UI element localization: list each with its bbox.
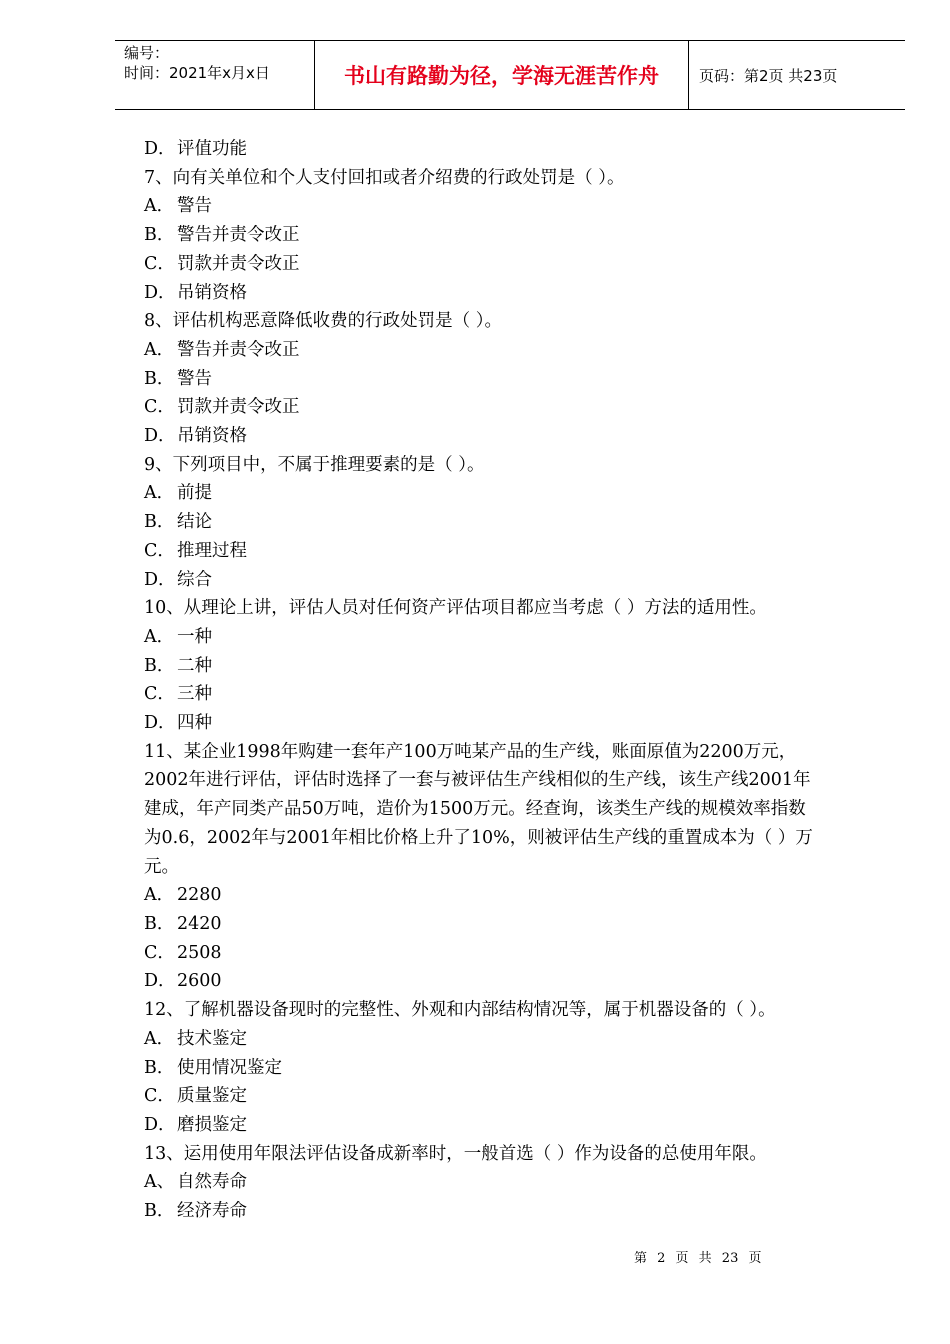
code-label: 编号： bbox=[124, 44, 170, 62]
option-text: 磨损鉴定 bbox=[177, 1114, 247, 1135]
question-text: 2002年进行评估，评估时选择了一套与被评估生产线相似的生产线，该生产线2001年 bbox=[144, 770, 811, 791]
option-key: B． bbox=[144, 655, 175, 676]
question-text: 8、评估机构恶意降低收费的行政处罚是（ ）。 bbox=[144, 311, 502, 332]
option-text: 警告 bbox=[177, 368, 212, 389]
option-key: C． bbox=[144, 397, 175, 418]
option-key: C． bbox=[144, 1086, 175, 1107]
option-key: C． bbox=[144, 684, 175, 705]
option-text: 警告并责令改正 bbox=[177, 225, 300, 246]
option-text: 二种 bbox=[177, 655, 212, 676]
option-text: 2600 bbox=[177, 971, 222, 992]
option-key: D． bbox=[144, 971, 176, 992]
answer-option bbox=[144, 1082, 874, 1111]
option-text: 2280 bbox=[177, 885, 222, 906]
question-text: 9、下列项目中，不属于推理要素的是（ ）。 bbox=[144, 454, 485, 475]
answer-option bbox=[144, 135, 874, 164]
question-text: 13、运用使用年限法评估设备成新率时，一般首选（ ）作为设备的总使用年限。 bbox=[144, 1143, 767, 1164]
option-key: D． bbox=[144, 569, 176, 590]
option-text: 罚款并责令改正 bbox=[177, 253, 300, 274]
option-key: B． bbox=[144, 225, 175, 246]
option-text: 四种 bbox=[177, 713, 212, 734]
answer-option bbox=[144, 967, 874, 996]
option-key: A． bbox=[144, 339, 175, 360]
option-text: 使用情况鉴定 bbox=[177, 1057, 282, 1078]
option-key: B． bbox=[144, 512, 175, 533]
question-text: 7、向有关单位和个人支付回扣或者介绍费的行政处罚是（ ）。 bbox=[144, 167, 625, 188]
answer-option bbox=[144, 566, 874, 595]
option-text: 技术鉴定 bbox=[177, 1028, 247, 1049]
option-key: A． bbox=[144, 196, 175, 217]
answer-option bbox=[144, 881, 874, 910]
answer-option bbox=[144, 336, 874, 365]
motto: 书山有路勤为径，学海无涯苦作舟 bbox=[344, 64, 659, 88]
answer-option bbox=[144, 680, 874, 709]
answer-option bbox=[144, 1168, 874, 1197]
answer-option bbox=[144, 910, 874, 939]
answer-option bbox=[144, 479, 874, 508]
header-page-info bbox=[689, 41, 905, 109]
option-key: A． bbox=[144, 626, 175, 647]
question-text: 元。 bbox=[144, 856, 179, 877]
answer-option bbox=[144, 1197, 874, 1226]
option-key: A． bbox=[144, 483, 175, 504]
page-footer: 第 2 页 共 23 页 bbox=[634, 1251, 762, 1266]
option-text: 一种 bbox=[177, 626, 212, 647]
document-body bbox=[144, 135, 874, 1226]
option-text: 吊销资格 bbox=[177, 426, 247, 447]
option-key: B． bbox=[144, 1201, 175, 1222]
option-key: D． bbox=[144, 426, 176, 447]
answer-option bbox=[144, 1111, 874, 1140]
answer-option bbox=[144, 939, 874, 968]
option-text: 2420 bbox=[177, 913, 222, 934]
answer-option bbox=[144, 250, 874, 279]
option-key: D． bbox=[144, 282, 176, 303]
option-key: D． bbox=[144, 1114, 176, 1135]
option-key: C． bbox=[144, 942, 175, 963]
option-key: A． bbox=[144, 1028, 175, 1049]
option-text: 综合 bbox=[177, 569, 212, 590]
option-key: A、 bbox=[144, 1172, 175, 1193]
answer-option bbox=[144, 508, 874, 537]
answer-option bbox=[144, 422, 874, 451]
answer-option bbox=[144, 192, 874, 221]
header-meta bbox=[115, 41, 315, 109]
option-text: 警告并责令改正 bbox=[177, 339, 300, 360]
header-motto-cell bbox=[315, 41, 689, 109]
page-info: 页码：第2页 共23页 bbox=[699, 66, 838, 85]
answer-option bbox=[144, 393, 874, 422]
option-key: C． bbox=[144, 540, 175, 561]
answer-option bbox=[144, 1025, 874, 1054]
answer-option bbox=[144, 279, 874, 308]
option-text: 警告 bbox=[177, 196, 212, 217]
option-key: C． bbox=[144, 253, 175, 274]
answer-option bbox=[144, 709, 874, 738]
answer-option bbox=[144, 537, 874, 566]
option-key: A． bbox=[144, 885, 175, 906]
option-text: 评值功能 bbox=[177, 139, 247, 159]
time-label: 时间：2021年x月x日 bbox=[124, 64, 270, 82]
option-key: B． bbox=[144, 1057, 175, 1078]
question-text: 为0.6，2002年与2001年相比价格上升了10%，则被评估生产线的重置成本为（ ）万 bbox=[144, 827, 813, 848]
answer-option bbox=[144, 623, 874, 652]
option-text: 经济寿命 bbox=[177, 1201, 247, 1222]
option-text: 质量鉴定 bbox=[177, 1086, 247, 1107]
page-header bbox=[115, 40, 905, 110]
question-text: 10、从理论上讲，评估人员对任何资产评估项目都应当考虑（ ）方法的适用性。 bbox=[144, 598, 767, 619]
option-text: 前提 bbox=[177, 483, 212, 504]
option-text: 罚款并责令改正 bbox=[177, 397, 300, 418]
question-text: 11、某企业1998年购建一套年产100万吨某产品的生产线，账面原值为2200万元， bbox=[144, 741, 797, 762]
option-text: 三种 bbox=[177, 684, 212, 705]
option-key: B． bbox=[144, 913, 175, 934]
question-text: 12、了解机器设备现时的完整性、外观和内部结构情况等，属于机器设备的（ ）。 bbox=[144, 1000, 776, 1021]
answer-option bbox=[144, 1054, 874, 1083]
option-text: 自然寿命 bbox=[177, 1172, 247, 1193]
answer-option bbox=[144, 221, 874, 250]
option-key: D． bbox=[144, 713, 176, 734]
option-key: D． bbox=[144, 139, 176, 159]
option-text: 推理过程 bbox=[177, 540, 247, 561]
answer-option bbox=[144, 365, 874, 394]
option-text: 吊销资格 bbox=[177, 282, 247, 303]
answer-option bbox=[144, 652, 874, 681]
option-text: 2508 bbox=[177, 942, 222, 963]
question-text: 建成，年产同类产品50万吨，造价为1500万元。经查询，该类生产线的规模效率指数 bbox=[144, 799, 806, 820]
option-text: 结论 bbox=[177, 512, 212, 533]
option-key: B． bbox=[144, 368, 175, 389]
